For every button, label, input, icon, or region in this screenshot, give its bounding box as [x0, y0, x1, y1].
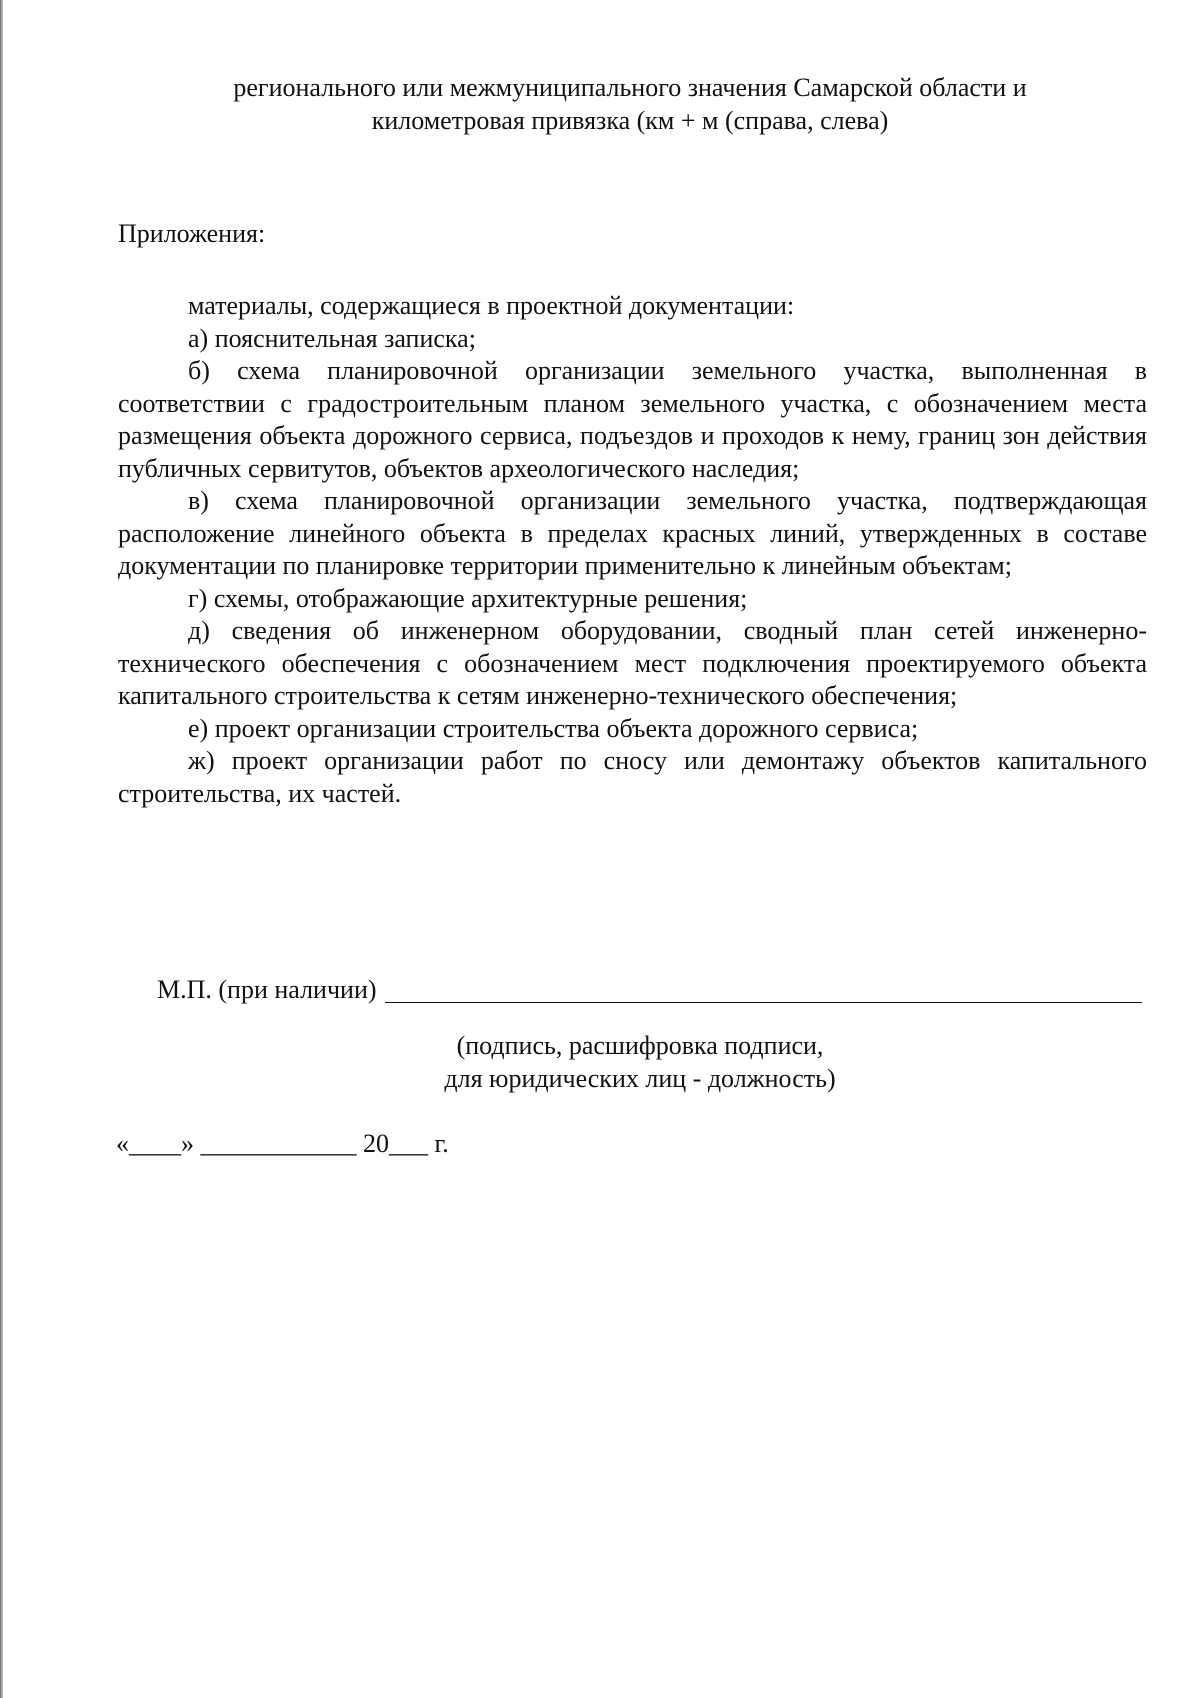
signature-caption — [380, 1030, 900, 1095]
header-line-2: километровая привязка (км + м (справа, слева) — [371, 105, 889, 135]
signature-caption-line-1: (подпись, расшифровка подписи, — [456, 1031, 824, 1060]
appendix-item-intro: материалы, содержащиеся в проектной документации: — [188, 291, 795, 320]
signature-row — [157, 974, 1142, 1007]
appendix-item-d: д) сведения об инженерном оборудовании, сводный план сетей инженерно-технического обеспечения с обозначением мест подключения проектируемого объекта капитального строительства к сетям инженерно-технического обеспечения; — [118, 616, 1147, 710]
appendix-item-b: б) схема планировочной организации земельного участка, выполненная в соответствии с градостроительным планом земельного участка, с обозначением места размещения объекта дорожного сервиса, подъездов и проходов к нему, границ зон действия публичных сервитутов, объектов археологического наследия; — [118, 356, 1147, 483]
header — [150, 72, 1110, 137]
appendix-label: Приложения: — [118, 219, 266, 248]
signature-caption-line-2: для юридических лиц - должность) — [444, 1063, 836, 1093]
scan-edge — [0, 0, 3, 1698]
appendix-item-zh: ж) проект организации работ по сносу или демонтажу объектов капитального строительства, их частей. — [118, 746, 1147, 808]
appendix-list — [118, 290, 1147, 810]
header-line-1: регионального или межмуниципального значения Самарской области и — [233, 73, 1027, 102]
appendix-item-a: а) пояснительная записка; — [188, 323, 476, 353]
signature-line — [385, 976, 1142, 1003]
date-line: «____» ____________ 20___ г. — [116, 1129, 449, 1158]
appendix-item-g: г) схемы, отображающие архитектурные решения; — [188, 583, 748, 613]
stamp-label: М.П. (при наличии) — [157, 975, 377, 1004]
appendix-item-v: в) схема планировочной организации земельного участка, подтверждающая расположение линейного объекта в пределах красных линий, утвержденных в составе документации по планировке территории применительно к линейным объектам; — [118, 486, 1147, 580]
appendix-item-e: е) проект организации строительства объекта дорожного сервиса; — [188, 713, 919, 743]
